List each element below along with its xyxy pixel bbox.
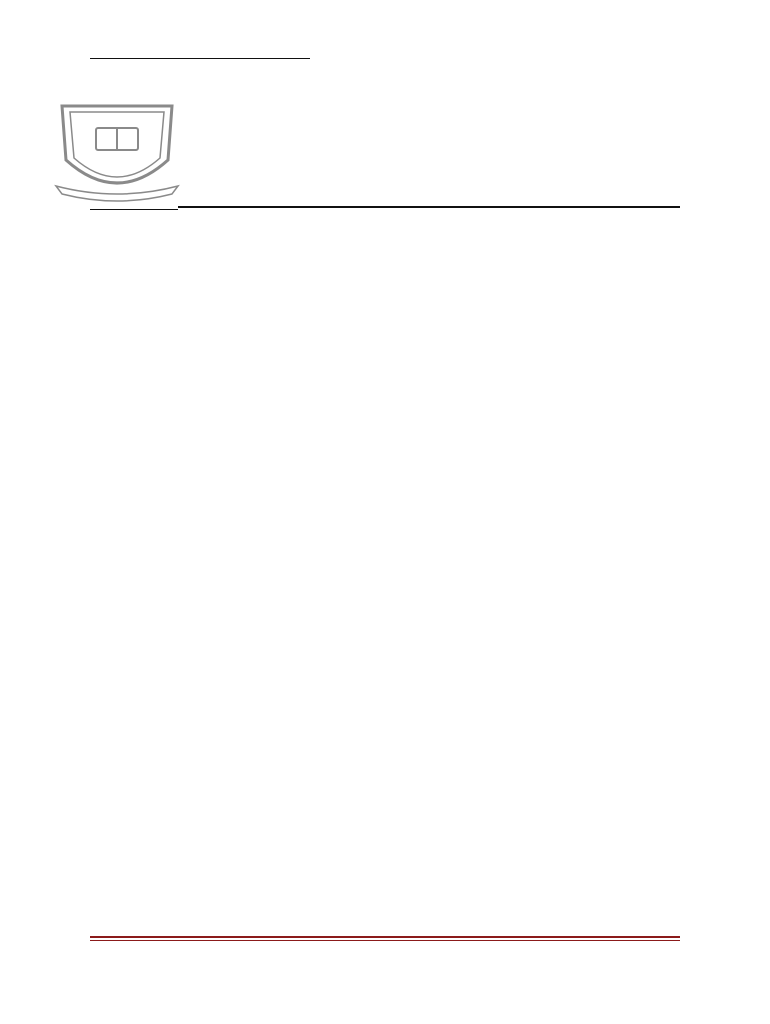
question-block (90, 274, 680, 301)
student-name-field (90, 46, 310, 62)
student-name-blank (90, 46, 310, 59)
school-crest-logo (52, 98, 182, 202)
header-line (90, 46, 680, 62)
footer-divider (90, 936, 680, 938)
header-divider-left (90, 209, 178, 210)
question-block (90, 342, 680, 369)
question-1-options (90, 280, 680, 301)
question-3-options (90, 348, 680, 369)
worksheet-body (90, 264, 680, 376)
question-block (90, 308, 680, 335)
question-2-options (90, 314, 680, 335)
header-meta (638, 46, 680, 62)
header-divider (178, 206, 680, 208)
footer-divider-thin (90, 940, 680, 941)
